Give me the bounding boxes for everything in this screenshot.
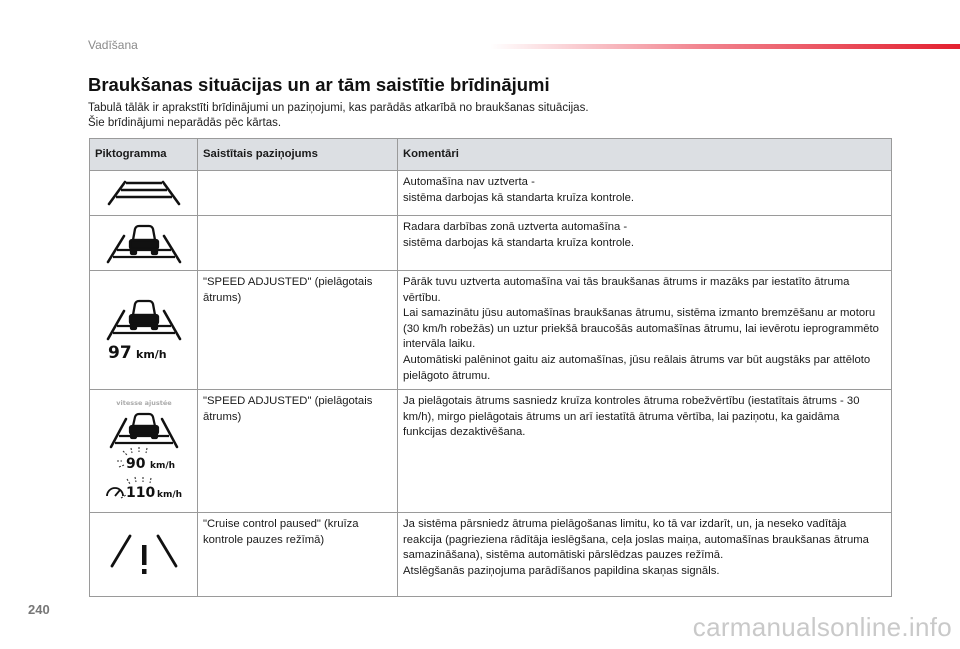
comments-cell — [398, 171, 892, 216]
exclamation-icon — [142, 545, 147, 574]
comment-line: Lai samazinātu jūsu automašīnas braukšanas ātrumu, sistēma izmanto bremzēšanu ar motoru (30 km/h robežās) un uztur priekšā braucošās automašīnas ātrumu, lai ievērotu ieprogrammēto intervāla laiku. — [403, 307, 879, 351]
car-icon — [130, 414, 158, 438]
comment-line: Radara darbības zonā uztverta automašīna - — [403, 221, 628, 233]
speed-unit: km/h — [149, 461, 175, 472]
message-cell: "SPEED ADJUSTED" (pielāgotais ātrums) — [198, 271, 398, 390]
comment-line: Automātiski palēninot gaitu aiz automašīnas, jūsu reālais ātrums var būt augstāks par attēloto pielāgoto ātrumu. — [403, 353, 871, 382]
column-header-pictogram: Piktogramma — [90, 139, 198, 171]
lane-road-icon — [104, 175, 184, 211]
comment-line: Ja pielāgotais ātrums sasniedz kruīza kontroles ātruma robežvērtību (iestatītais ātrums - 30 km/h), mirgo pielāgotais ātrums un arī iestatītā ātruma vērtība, lai paziņotu, ka gaidāma funkcijas dezaktivēšana. — [403, 395, 860, 439]
column-header-message: Saistītais paziņojums — [198, 139, 398, 171]
adjusted-speed-value: 97 — [107, 343, 132, 364]
table-row — [90, 513, 892, 597]
comments-cell — [398, 513, 892, 597]
table-row — [90, 216, 892, 271]
table-row — [90, 171, 892, 216]
pictogram-cell — [90, 513, 198, 597]
table-header-row — [90, 139, 892, 171]
car-ahead-icon — [104, 220, 184, 266]
page-number: 240 — [28, 602, 50, 617]
comment-line: Pārāk tuvu uztverta automašīna vai tās braukšanas ātrums ir mazāks par iestatīto ātruma vērtību. — [403, 276, 850, 304]
table-row — [90, 271, 892, 390]
comment-line: sistēma darbojas kā standarta kruīza kontrole. — [403, 191, 635, 204]
pictogram-cell — [90, 390, 198, 513]
page-title: Braukšanas situācijas un ar tām saistītie brīdinājumi — [88, 74, 550, 95]
comments-cell — [398, 390, 892, 513]
speed-adjusted-flashing-icon — [99, 395, 189, 507]
speed-unit: km/h — [156, 490, 182, 501]
intro-text — [88, 101, 589, 131]
header-accent-line — [490, 44, 960, 49]
car-ahead-speed-icon — [102, 297, 186, 363]
message-cell — [198, 171, 398, 216]
section-label: Vadīšana — [88, 38, 138, 52]
adjusted-speed-value: 90 — [125, 456, 145, 473]
comments-cell — [398, 271, 892, 390]
warnings-table — [89, 138, 892, 597]
speed-unit: km/h — [135, 348, 167, 362]
comment-line: Ja sistēma pārsniedz ātruma pielāgošanas limitu, ko tā var izdarīt, un, ja neseko vadītāja reakcija (pagrieziena rādītāja ieslēgšana, ceļa joslas maiņa, automašīnas braukšanas ātruma samazināšana), sistēma automātiski pārslēdzas pauzes režīmā. — [403, 518, 869, 562]
set-speed-value: 110 — [125, 485, 155, 502]
speedometer-icon — [107, 488, 123, 496]
cruise-paused-warning-icon — [104, 531, 184, 579]
speed-adjusted-caption: vitesse ajustée — [115, 399, 172, 408]
message-cell — [198, 216, 398, 271]
car-icon — [130, 301, 158, 329]
message-cell: "SPEED ADJUSTED" (pielāgotais ātrums) — [198, 390, 398, 513]
comments-cell — [398, 216, 892, 271]
pictogram-cell — [90, 271, 198, 390]
column-header-comments: Komentāri — [398, 139, 892, 171]
intro-line: Tabulā tālāk ir aprakstīti brīdinājumi un paziņojumi, kas parādās atkarībā no braukšanas situācijas. — [88, 102, 589, 114]
comment-line: Atslēgšanās paziņojuma parādīšanos papildina skaņas signāls. — [403, 564, 720, 577]
message-cell: "Cruise control paused" (kruīza kontrole pauzes režīmā) — [198, 513, 398, 597]
comment-line: Automašīna nav uztverta - — [403, 176, 535, 188]
watermark: carmanualsonline.info — [692, 612, 952, 642]
pictogram-cell — [90, 216, 198, 271]
intro-line: Šie brīdinājumi neparādās pēc kārtas. — [88, 117, 282, 129]
comment-line: sistēma darbojas kā standarta kruīza kontrole. — [403, 236, 635, 249]
pictogram-cell — [90, 171, 198, 216]
table-row — [90, 390, 892, 513]
